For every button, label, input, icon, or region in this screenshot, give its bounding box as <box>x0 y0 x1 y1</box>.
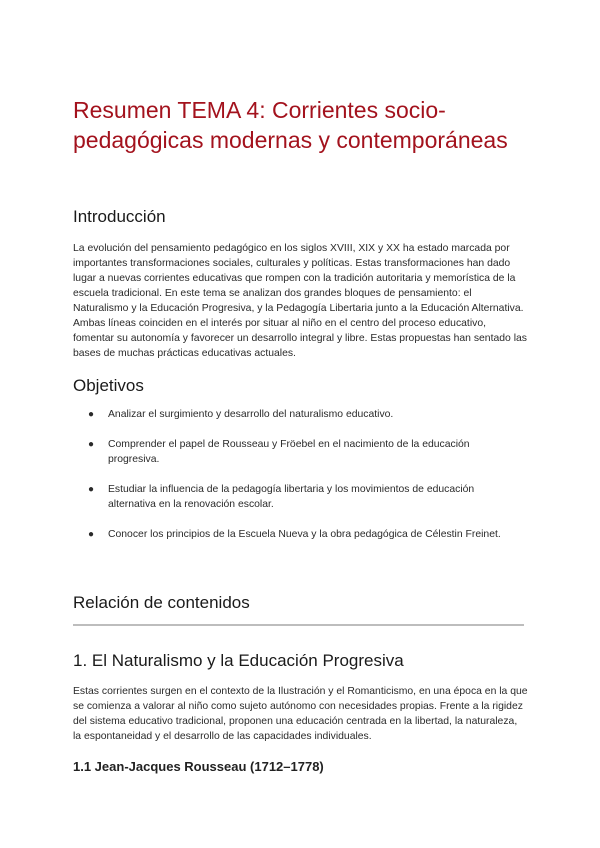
divider <box>73 624 524 626</box>
bullet-icon: ● <box>88 439 95 450</box>
section-1-paragraph: Estas corrientes surgen en el contexto de la Ilustración y el Romanticismo, en una época en la que se comienza a valorar al niño como sujeto autónomo con necesidades propias. Frente a la rigidez del sistema educativo tradicional, proponen una educación centrada en la libertad, la naturaleza, la espontaneidad y el desarrollo de las capacidades individuales. <box>73 686 528 742</box>
list-item <box>73 407 523 422</box>
page-title: Resumen TEMA 4: Corrientes socio-pedagógicas modernas y contemporáneas <box>73 97 508 153</box>
intro-paragraph: La evolución del pensamiento pedagógico en los siglos XVIII, XIX y XX ha estado marcada por importantes transformaciones sociales, culturales y políticas. Estas transformaciones han dado lugar a nuevas corrientes educativas que rompen con la tradición autoritaria y memorística de la escuela tradicional. En este tema se analizan dos grandes bloques de pensamiento: el Naturalismo y la Educación Progresiva, y la Pedagogía Libertaria junto a la Educación Alternativa. Ambas líneas coinciden en el interés por situar al niño en el centro del proceso educativo, fomentar su autonomía y favorecer un desarrollo integral y libre. Estas propuestas han sentado las bases de muchas prácticas educativas actuales. <box>73 243 527 359</box>
bullet-icon: ● <box>88 484 95 495</box>
list-item-text: Comprender el papel de Rousseau y Fröebel en el nacimiento de la educación progresiva. <box>108 439 470 465</box>
list-item-text: Estudiar la influencia de la pedagogía libertaria y los movimientos de educación alternativa en la renovación escolar. <box>108 484 475 510</box>
list-item <box>73 527 523 542</box>
list-item-text: Conocer los principios de la Escuela Nueva y la obra pedagógica de Célestin Freinet. <box>108 529 501 540</box>
contents-heading: Relación de contenidos <box>73 593 250 612</box>
list-item-text: Analizar el surgimiento y desarrollo del naturalismo educativo. <box>108 409 394 420</box>
section-1-heading: 1. El Naturalismo y la Educación Progresiva <box>73 651 404 670</box>
bullet-icon: ● <box>88 529 95 540</box>
objectives-list <box>73 407 523 557</box>
objectives-heading: Objetivos <box>73 376 144 395</box>
list-item <box>73 482 523 512</box>
subsection-heading: 1.1 Jean-Jacques Rousseau (1712–1778) <box>73 759 324 774</box>
bullet-icon: ● <box>88 409 95 420</box>
list-item <box>73 437 523 467</box>
intro-heading: Introducción <box>73 207 166 226</box>
